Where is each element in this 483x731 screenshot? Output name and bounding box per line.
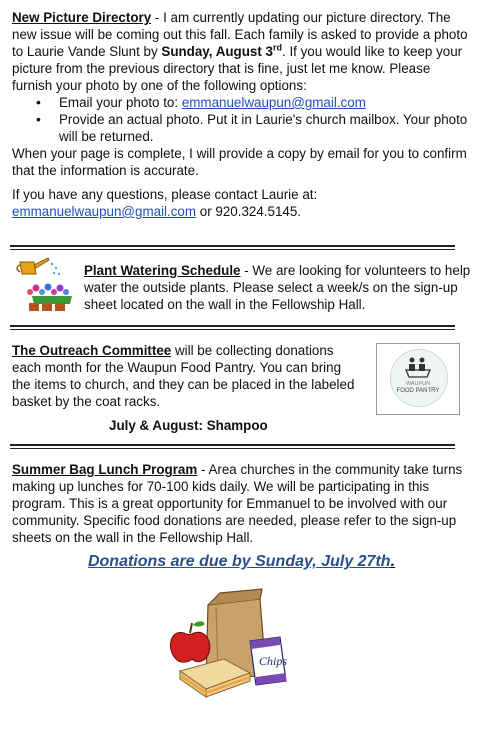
directory-deadline-sup: rd [273, 42, 282, 53]
lunch-paragraph [12, 461, 472, 546]
family-basket-icon [404, 356, 432, 378]
donations-due [0, 553, 483, 570]
option-email [12, 94, 472, 111]
picture-directory-section [12, 9, 472, 220]
lunch-section [12, 461, 472, 546]
contact-prefix: If you have any questions, please contact Laurie at: [12, 187, 318, 202]
option-email-link[interactable]: emmanuelwaupun@gmail.com [181, 95, 366, 110]
directory-contact [12, 186, 472, 220]
lunch-body: - Area churches in the community take turns making up lunches for 70-100 kids daily. We will be participating in this program. This is a great opportunity for Emmanuel to be involved with our community. Specific food donations are needed, please refer to the sign-up sheets on the wall in the Fellowship Hall. [12, 462, 463, 545]
option-photo: • Provide an actual photo. Put it in Laurie's church mailbox. Your photo will be returned. [12, 111, 472, 145]
lunch-title: Summer Bag Lunch Program [12, 462, 198, 477]
donations-due-text: Donations are due by Sunday, July 27th [87, 553, 391, 570]
outreach-paragraph [12, 342, 362, 410]
outreach-section [12, 342, 362, 434]
directory-intro-2: . If you would like to keep your picture from the previous directory that is fine, just let me know. Please furnish your photo by one of the following options: [12, 44, 463, 93]
directory-title: New Picture Directory [12, 10, 152, 25]
outreach-body: will be collecting donations each month for the Waupun Food Pantry. You can bring the items to church, and they can be placed in the labeled basket by the coat racks. [12, 343, 355, 409]
watering-section [84, 262, 474, 313]
divider [10, 325, 455, 327]
chips-label: Chips [259, 654, 288, 668]
watering-paragraph [84, 262, 474, 313]
watering-can-icon [14, 254, 76, 312]
logo-bottom-text: FOOD PANTRY [396, 388, 440, 394]
bag-lunch-art [162, 585, 294, 703]
food-pantry-logo [376, 343, 460, 415]
option-email-label: Email your photo to: [59, 95, 182, 110]
watering-body: - We are looking for volunteers to help water the outside plants. Please select a week/s on the sign-up sheet located on the wall in the Fellowship Hall. [84, 263, 471, 312]
donations-due-period: . [390, 553, 396, 570]
watering-title: Plant Watering Schedule [84, 263, 241, 278]
flower-pots-icon [27, 284, 72, 312]
contact-phone: or 920.324.5145. [196, 204, 302, 219]
divider [10, 444, 455, 446]
outreach-item: July & August: Shampoo [109, 418, 268, 433]
photo-options-list [12, 94, 472, 145]
directory-paragraph [12, 9, 472, 94]
outreach-title: The Outreach Committee [12, 343, 172, 358]
directory-intro-1: - I am currently updating our picture directory. The new issue will be coming out this fall. Each family is asked to provide a photo to Laurie Vande Slunt by [12, 10, 468, 59]
contact-email-link[interactable]: emmanuelwaupun@gmail.com [12, 204, 197, 219]
directory-closing: When your page is complete, I will provide a copy by email for you to confirm that the information is accurate. [12, 146, 467, 178]
divider [10, 245, 455, 247]
directory-deadline: Sunday, August 3 [161, 44, 273, 59]
watering-art [14, 254, 76, 312]
logo-top-text: WAUPUN [405, 381, 431, 387]
bag-lunch-icon [162, 585, 294, 703]
